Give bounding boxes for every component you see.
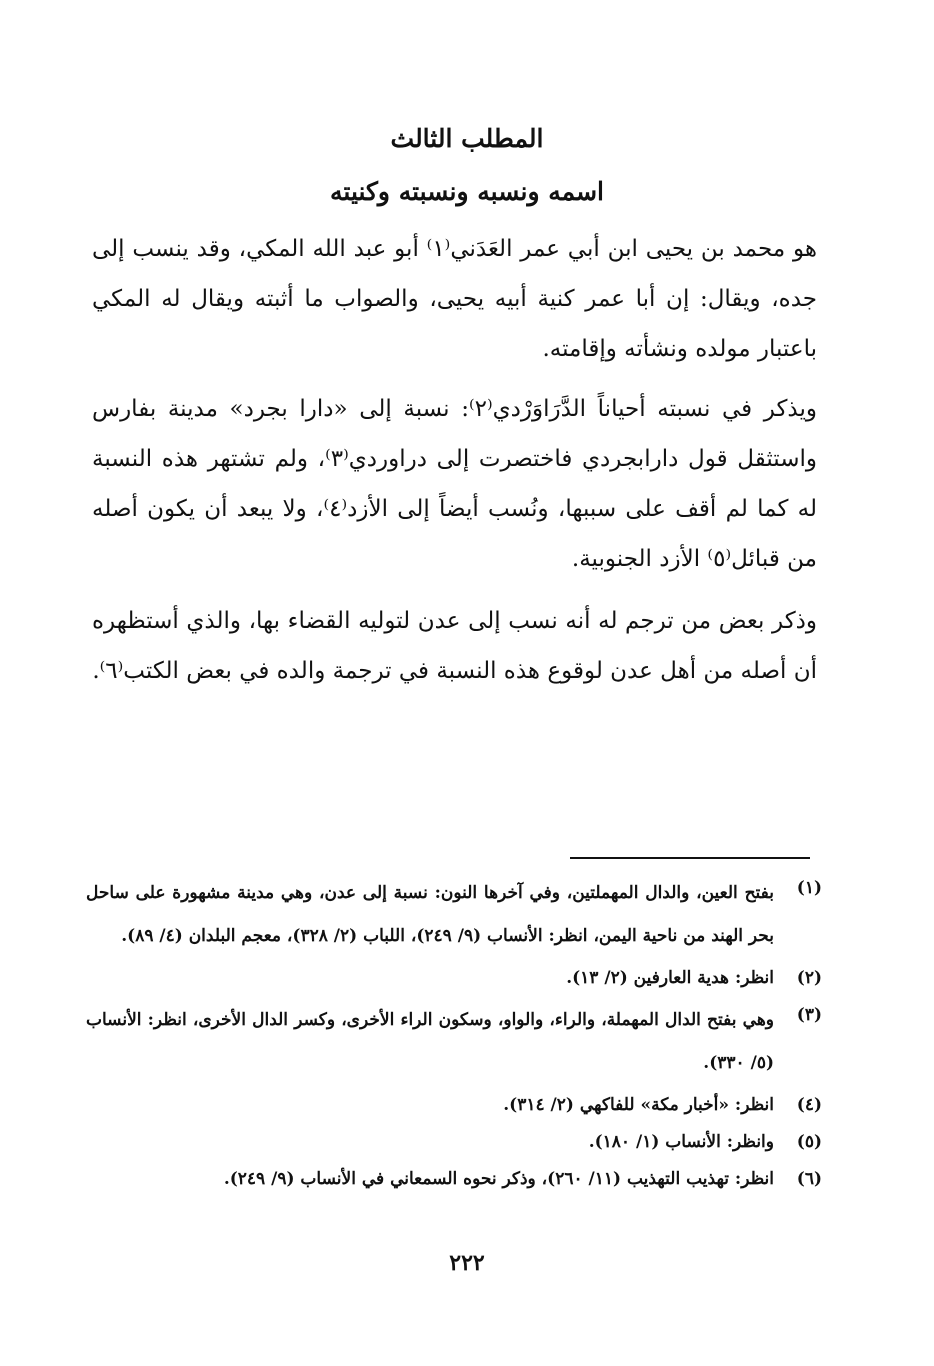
footnote-text: وانظر: الأنساب (١/ ١٨٠). (588, 1132, 774, 1152)
footnote-number: (٤) (796, 1095, 822, 1115)
section-heading: المطلب الثالث (390, 124, 544, 153)
footnote-text: انظر: هدية العارفين (٢/ ١٣). (566, 968, 774, 988)
footnotes-list (86, 872, 822, 1200)
footnote-item (86, 999, 822, 1085)
footnote-item (86, 962, 822, 995)
footnote-separator (570, 857, 810, 859)
footnote-text: بفتح العين، والدال المهملتين، وفي آخرها النون: نسبة إلى عدن، وهي مدينة مشهورة على ساحل بحر الهند من ناحية اليمن، انظر: الأنساب (٩/ ٢٤٩)، اللباب (٢/ ٣٢٨)، معجم البلدان (٤/ ٨٩). (86, 883, 774, 946)
footnote-item (86, 1126, 822, 1159)
page-number: ٢٢٢ (449, 1250, 485, 1276)
footnote-number: (٦) (796, 1169, 822, 1189)
footnote-number: (٣) (796, 1005, 822, 1025)
footnote-item (86, 872, 822, 958)
footnote-number: (٥) (796, 1132, 822, 1152)
section-subtitle: اسمه ونسبه ونسبته وكنيته (330, 177, 604, 206)
footnote-text: وهي بفتح الدال المهملة، والراء، والواو، وسكون الراء الأخرى، وكسر الدال الأخرى، انظر: الأنساب (٥/ ٣٣٠). (86, 1010, 774, 1073)
footnote-text: انظر: «أخبار مكة» للفاكهي (٢/ ٣١٤). (503, 1095, 774, 1115)
paragraph-nisba: ويذكر في نسبته أحياناً الدَّرَاوَرْدي⁽٢⁾: نسبة إلى «دارا بجرد» مدينة بفارس واستثقل قول دارابجردي فاختصرت إلى دراوردي⁽٣⁾، ولم تشتهر هذه النسبة له كما لم أقف على سببها، ونُسب أيضاً إلى الأزد⁽٤⁾، ولا يبعد أن يكون أصله من قبائل⁽٥⁾ الأزد الجنوبية. (92, 396, 817, 572)
footnote-number: (١) (796, 878, 822, 898)
footnote-text: انظر: تهذيب التهذيب (١١/ ٢٦٠)، وذكر نحوه السمعاني في الأنساب (٩/ ٢٤٩). (223, 1169, 774, 1189)
paragraph-name-lineage: هو محمد بن يحيى ابن أبي عمر العَدَني⁽١⁾ أبو عبد الله المكي، وقد ينسب إلى جده، ويقال: إن أبا عمر كنية أبيه يحيى، والصواب ما أثبته ويقال له المكي باعتبار مولده ونشأته وإقامته. (92, 236, 817, 362)
footnote-number: (٢) (796, 968, 822, 988)
footnote-item (86, 1163, 822, 1196)
paragraph-aden-origin: وذكر بعض من ترجم له أنه نسب إلى عدن لتوليه القضاء بها، والذي أستظهره أن أصله من أهل عدن لوقوع هذه النسبة في ترجمة والده في بعض الكتب⁽٦⁾. (92, 608, 817, 684)
footnote-item (86, 1089, 822, 1122)
